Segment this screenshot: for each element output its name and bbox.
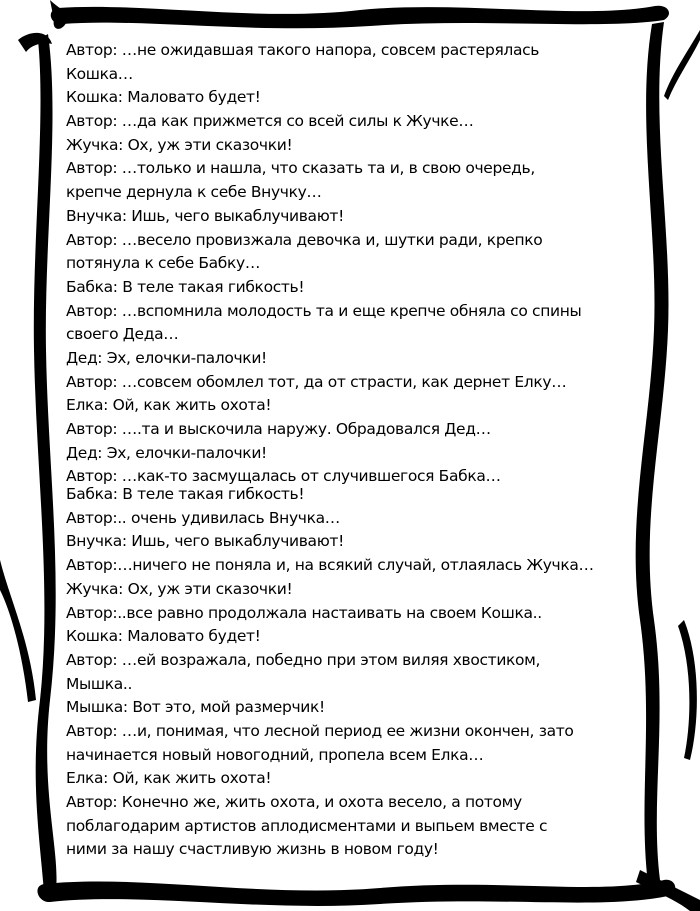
text-line: Жучка: Ох, уж эти сказочки! [66, 579, 293, 598]
text-line: Кошка… [66, 64, 133, 83]
text-line: Автор: …ей возражала, победно при этом виляя хвостиком, [66, 650, 541, 669]
text-line: Внучка: Ишь, чего выкаблучивают! [66, 206, 344, 225]
text-line: Автор: ….та и выскочила наружу. Обрадовался Дед… [66, 420, 491, 438]
text-line: Бабка: В теле такая гибкость! [66, 485, 305, 504]
text-line: Автор: …только и нашла, что сказать та и, в свою очередь, [66, 159, 535, 178]
text-line: ними за нашу счастливую жизнь в новом году! [66, 840, 439, 859]
text-line: Внучка: Ишь, чего выкаблучивают! [66, 532, 344, 551]
text-line: Дед: Эх, елочки-палочки! [66, 348, 267, 367]
text-line: Автор: Конечно же, жить охота, и охота весело, а потому [66, 793, 522, 811]
text-line: Дед: Эх, елочки-палочки! [66, 443, 267, 462]
text-line: Автор: …да как прижмется со всей силы к Жучке… [66, 112, 474, 131]
text-line: Автор:.. очень удивилась Внучка… [66, 508, 340, 527]
text-line: начинается новый новогодний, пропела всем Елка… [66, 745, 484, 764]
text-line: Автор: …совсем обомлел тот, да от страсти, как дернет Елку… [66, 372, 567, 391]
text-line: Автор:…ничего не поняла и, на всякий случай, отлаялась Жучка… [66, 556, 594, 575]
text-line: Мышка.. [66, 674, 133, 693]
text-line: Бабка: В теле такая гибкость! [66, 277, 305, 296]
text-line: Елка: Ой, как жить охота! [66, 396, 272, 415]
text-line: крепче дернула к себе Внучку… [66, 183, 322, 202]
text-line: Автор: …весело провизжала девочка и, шутки ради, крепко [66, 230, 543, 249]
text-line: Автор: …не ожидавшая такого напора, совсем растерялась [66, 41, 540, 59]
text-line: своего Деда… [66, 325, 179, 344]
text-line: Кошка: Маловато будет! [66, 88, 261, 107]
text-line: Мышка: Вот это, мой размерчик! [66, 698, 325, 717]
text-line: Автор:..все равно продолжала настаивать на своем Кошка.. [66, 603, 542, 622]
text-line: потянула к себе Бабку… [66, 254, 261, 273]
text-line: Кошка: Маловато будет! [66, 627, 261, 646]
text-line: Автор: …и, понимая, что лесной период ее жизни окончен, зато [66, 721, 574, 740]
text-line: Автор: …как-то засмущалась от случившегося Бабка… [66, 467, 501, 486]
text-body [66, 39, 656, 862]
text-line: Автор: …вспомнила молодость та и еще крепче обняла со спины [66, 301, 582, 320]
text-line: Жучка: Ох, уж эти сказочки! [66, 135, 293, 154]
text-line: Елка: Ой, как жить охота! [66, 769, 272, 788]
text-line: поблагодарим артистов аплодисментами и выпьем вместе с [66, 816, 548, 835]
